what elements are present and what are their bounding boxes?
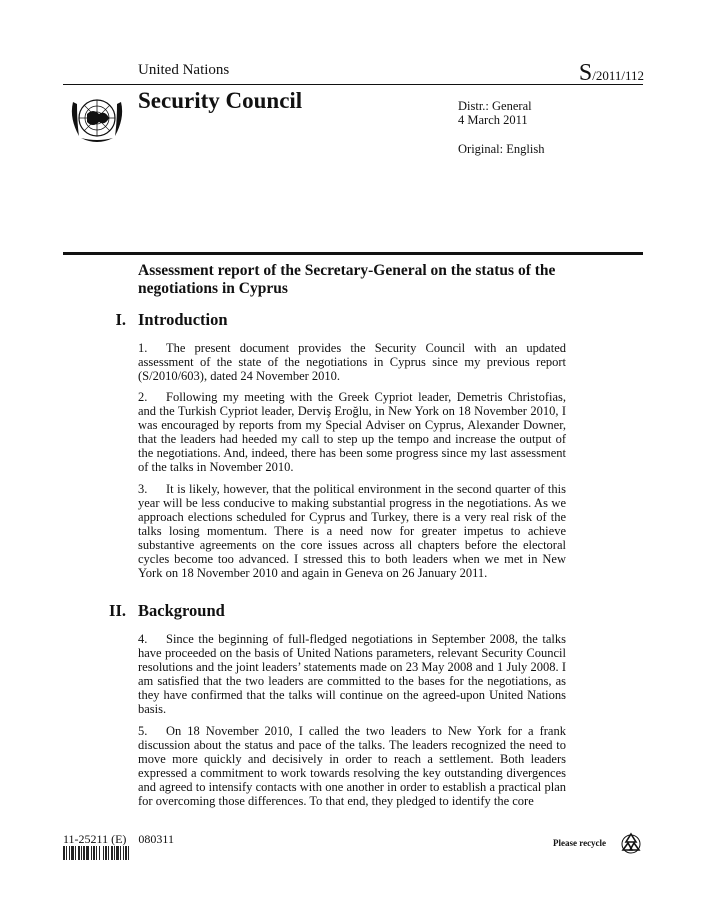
barcode-icon xyxy=(63,846,183,860)
symbol-suffix: /2011/112 xyxy=(592,68,644,83)
section-title: Background xyxy=(138,601,225,620)
paragraph-number: 2. xyxy=(138,390,148,404)
original-language: Original: English xyxy=(458,142,545,156)
organization-name: United Nations xyxy=(138,62,230,78)
security-council-title: Security Council xyxy=(138,88,303,113)
paragraph-number: 3. xyxy=(138,482,148,496)
section-heading-background xyxy=(109,601,225,621)
un-emblem-icon xyxy=(65,92,129,148)
recycle-label: Please recycle xyxy=(553,838,607,848)
document-symbol xyxy=(579,60,644,87)
paragraph-number: 4. xyxy=(138,632,148,646)
paragraph-5 xyxy=(138,724,566,808)
paragraph-1 xyxy=(138,341,566,383)
section-title: Introduction xyxy=(138,310,228,329)
paragraph-number: 5. xyxy=(138,724,148,738)
paragraph-text: It is likely, however, that the political environment in the second quarter of this year will be less conducive to making substantial progress in the negotiations. As we approach elections scheduled for Cyprus and Turkey, there is a very real risk of the talks losing momentum. There is a need now for greater impetus to achieve substantive agreements on the core issues across all chapters before the electoral cycles become too advanced. I stressed this to both leaders when we met in New York on 18 November 2010 and again in Geneva on 26 January 2011. xyxy=(138,482,566,580)
barcode-bar xyxy=(129,846,131,860)
title-rule xyxy=(63,252,643,255)
paragraph-text: Following my meeting with the Greek Cypriot leader, Demetris Christofias, and the Turkish Cypriot leader, Derviş Eroğlu, in New York on 18 November 2010, I was encouraged by reports from my Special Adviser on Cyprus, Alexander Downer, that the leaders had heeded my call to step up the tempo and increase the output of the negotiations. And, indeed, there has been some progress since my last assessment of the talks in November 2010. xyxy=(138,390,566,474)
distribution: Distr.: General xyxy=(458,99,532,113)
symbol-prefix: S xyxy=(578,60,593,86)
paragraph-3 xyxy=(138,482,566,580)
recycle-icon xyxy=(620,832,642,854)
paragraph-2 xyxy=(138,390,566,474)
section-heading-introduction xyxy=(115,310,228,330)
header-rule xyxy=(63,84,643,85)
paragraph-text: On 18 November 2010, I called the two leaders to New York for a frank discussion about the status and pace of the talks. The leaders recognized the need to move more quickly and decisively in order to reach a settlement. Both leaders expressed a commitment to work towards resolving the key outstanding divergences and agreed to intensify contacts with one another in order to establish a practical plan for overcoming those differences. To that end, they pledged to identify the core xyxy=(138,724,566,808)
job-number: 11-25211 (E) 080311 xyxy=(63,832,174,846)
document-date: 4 March 2011 xyxy=(458,113,528,127)
paragraph-text: Since the beginning of full-fledged negotiations in September 2008, the talks have proceeded on the basis of United Nations parameters, relevant Security Council resolutions and the joint leaders’ statements made on 23 May 2008 and 1 July 2008. I am satisfied that the two leaders are committed to the bases for the negotiations, as they have confirmed that the talks will continue on the agreed-upon United Nations basis. xyxy=(138,632,566,716)
document-meta xyxy=(458,99,544,156)
paragraph-text: The present document provides the Security Council with an updated assessment of the state of the negotiations in Cyprus since my previous report (S/2010/603), dated 24 November 2010. xyxy=(138,341,566,383)
section-number: I. xyxy=(115,310,126,329)
section-number: II. xyxy=(109,601,126,620)
paragraph-4 xyxy=(138,632,566,716)
paragraph-number: 1. xyxy=(138,341,148,355)
document-title: Assessment report of the Secretary-General on the status of the negotiations in Cyprus xyxy=(138,262,556,297)
